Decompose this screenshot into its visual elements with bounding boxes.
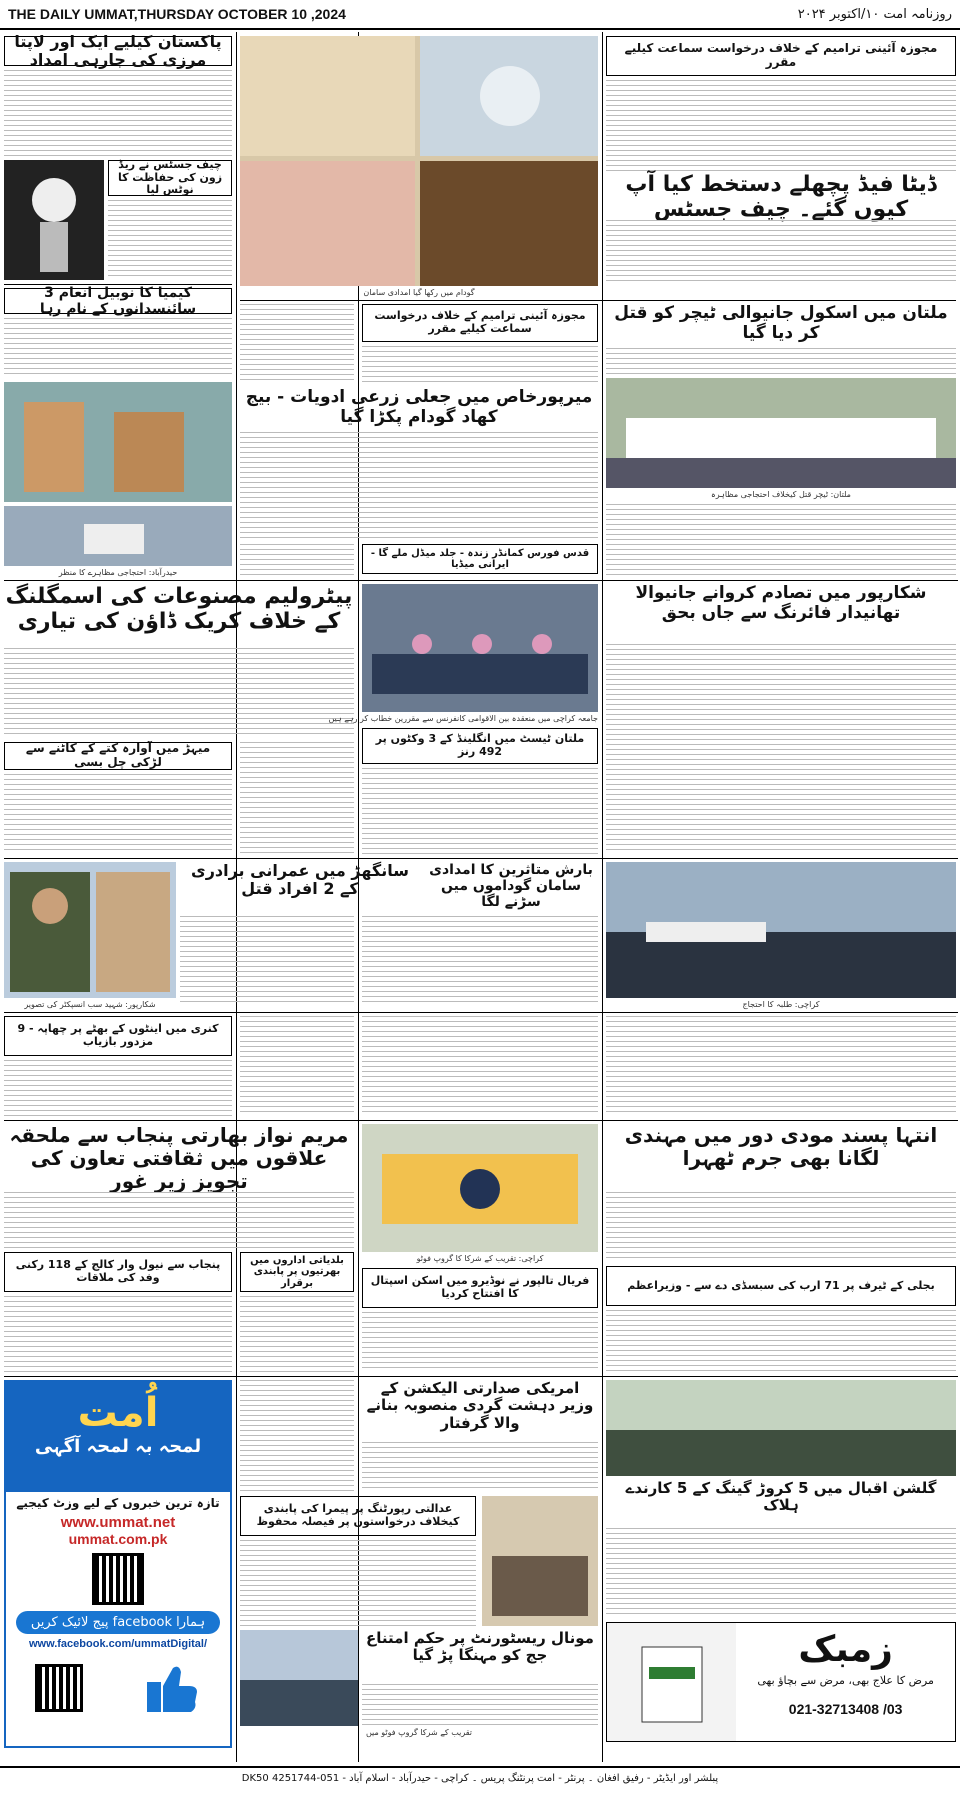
article-body: [4, 774, 232, 854]
article-body: [240, 544, 354, 578]
subhead-kunri: کنری میں اینٹوں کے بھٹے پر چھاپہ - 9 مزدور بازیاب: [4, 1016, 232, 1056]
article-body: [606, 1016, 956, 1116]
headline-text: مجوزہ آئینی ترامیم کے خلاف درخواست سماعت کیلیے مقرر: [624, 41, 938, 69]
subhead-hospital: فریال تالپور نے نوڈیرو میں اسکن اسپتال کا افتتاح کردیا: [362, 1268, 598, 1308]
headline-murree: مونال ریسٹورنٹ پر حکم امتناع جج کو مہنگا پڑ گیا: [366, 1629, 594, 1665]
divider: [4, 1120, 958, 1121]
subhead-quds: قدس فورس کمانڈر زندہ - جلد میڈل ملے گا - ایرانی میڈیا: [362, 544, 598, 574]
divider: [4, 858, 958, 859]
photo-students-group: [240, 1630, 358, 1726]
zambak-phone: 021-32713408 /03: [788, 1701, 903, 1717]
article-body: [362, 1684, 598, 1726]
article-body: [606, 220, 956, 284]
photo-caption: جامعہ کراچی میں منعقدہ بین الاقوامی کانفرنس سے مقررین خطاب کر رہے ہیں: [328, 714, 598, 723]
qr-code-icon: [92, 1553, 144, 1605]
article-body: [362, 916, 598, 1006]
headline-relief: بارش متاثرین کا امدادی سامان گوداموں میں سڑنے لگا: [429, 862, 593, 911]
subhead-amendment: مجوزہ آئینی ترامیم کے خلاف درخواست سماعت کیلیے مقرر: [362, 304, 598, 342]
night-photo: [4, 160, 104, 280]
article-body: [240, 1380, 354, 1492]
article-body: [362, 1442, 598, 1492]
article-body: [606, 1310, 956, 1372]
article-body: [4, 1192, 354, 1248]
photo-injured: [4, 382, 232, 502]
ad-brand: اُمت: [77, 1390, 159, 1436]
article-body: [240, 742, 354, 854]
article-body: [4, 318, 232, 378]
zambak-brand: زمبک: [798, 1629, 893, 1670]
urdu-date: روزنامہ امت ۱۰/اکتوبر ۲۰۲۴: [797, 6, 952, 22]
headline-left-top: پاکستان کیلیے ایک اور لاپتا مرزی کی جارہی امداد: [4, 36, 232, 66]
headline-sanghar: سانگھڑ میں عمرانی برادری کے 2 افراد قتل: [191, 861, 409, 899]
imprint-footer: پبلشر اور ایڈیٹر - رفیق افغان ۔ پرنٹر - امت پرنٹنگ پریس ۔ کراچی - حیدرآباد - اسلام آباد - 051-4251744 DK50: [0, 1766, 960, 1790]
photo-officer: [4, 862, 176, 998]
ad-fb-label[interactable]: ہمارا facebook پیج لائیک کریں: [16, 1611, 220, 1634]
article-body: [606, 80, 956, 172]
ad-header: [6, 1382, 230, 1492]
headline-top-right: [606, 36, 956, 76]
ad-web2[interactable]: ummat.com.pk: [68, 1531, 168, 1547]
article-body: [240, 1540, 476, 1626]
qr-code-icon: [35, 1664, 83, 1712]
ad-tagline: لمحہ بہ لمحہ آگہی: [34, 1436, 202, 1457]
headline-mirpur: میرپورخاص میں جعلی زرعی ادویات - بیج کھاد گودام پکڑا گیا: [245, 387, 593, 427]
subhead-mall: بجلی کے ٹیرف پر 71 ارب کی سبسڈی دے سے - وزیراعظم: [606, 1266, 956, 1306]
photo-caption: کراچی: تقریب کے شرکا کا گروپ فوٹو: [416, 1254, 544, 1263]
divider: [240, 300, 956, 301]
headline-gulshan: گلشن اقبال میں 5 کروڑ گینگ کے 5 کارندے ہلاک: [625, 1479, 937, 1515]
subhead-court-block: عدالتی رپورٹنگ پر پیمرا کی پابندی کیخلاف درخواستوں پر فیصلہ محفوظ: [240, 1496, 476, 1536]
subhead-melbourne: ملتان ٹیسٹ میں انگلینڈ کے 3 وکٹوں پر 492 رنز: [362, 728, 598, 764]
photo-bottom-right: [606, 1380, 956, 1476]
article-body: [606, 644, 956, 740]
zambak-tag: مرض کا علاج بھی، مرض سے بچاؤ بھی: [757, 1674, 934, 1687]
ad-web1[interactable]: www.ummat.net: [60, 1514, 176, 1531]
headline-petroleum: پیٹرولیم مصنوعات کی اسمگلنگ کے خلاف کریک ڈاؤن کی تیاری: [5, 584, 353, 635]
subhead-mehar: میہڑ میں آوارہ کتے کے کاٹنے سے لڑکی چل بسی: [4, 742, 232, 770]
photo-caption: ملتان: ٹیچر قتل کیخلاف احتجاجی مظاہرہ: [711, 490, 851, 499]
photo-group: [482, 1496, 598, 1626]
headline-shikarpur: شکارپور میں تصادم کروانے جانیوالا تھانیدار فائرنگ سے جاں بحق: [635, 583, 927, 623]
article-body: [240, 1016, 354, 1116]
subhead-burns: بلدیاتی اداروں میں بھرتیوں پر پابندی برقرار: [240, 1252, 354, 1292]
article-body: [240, 1296, 354, 1372]
article-body: [4, 1296, 232, 1372]
photo-caption: شکارپور: شہید سب انسپکٹر کی تصویر: [24, 1000, 156, 1009]
article-body: [180, 916, 354, 1006]
divider: [4, 580, 958, 581]
headline-multan: ملتان میں اسکول جانیوالی ٹیچر کو قتل کر دیا گیا: [614, 303, 948, 343]
photo-conference: [362, 584, 598, 712]
photo-relief-goods: [240, 36, 598, 286]
photo-caption: حیدرآباد: احتجاجی مظاہرے کا منظر: [58, 568, 178, 577]
article-body: [606, 1528, 956, 1618]
headline-fabric: ڈیٹا فیڈ پچھلے دستخط کیا آپ کیوں گئے۔ چیف جسٹس: [625, 172, 937, 223]
thumbs-up-icon: [141, 1658, 201, 1718]
article-body: [606, 504, 956, 576]
divider: [4, 1376, 958, 1377]
article-body: [240, 304, 354, 384]
photo-caption: کراچی: طلبہ کا احتجاج: [742, 1000, 820, 1009]
article-body: [606, 348, 956, 374]
photo-banner: [362, 1124, 598, 1252]
column-divider: [602, 32, 603, 1762]
article-body: [108, 200, 232, 280]
article-body: [606, 1192, 956, 1262]
headline-kimia: کیمیا کا نوبیل انعام 3 سائنسدانوں کے نام رہا: [4, 288, 232, 314]
article-body: [362, 1016, 598, 1116]
subhead-students: پنجاب سے نیول وار کالج کے 118 رکنی وفد کی ملاقات: [4, 1252, 232, 1292]
divider: [4, 1012, 958, 1013]
ad-fb-url[interactable]: www.facebook.com/ummatDigital/: [28, 1638, 208, 1650]
article-body: [362, 346, 598, 384]
article-body: [4, 648, 354, 738]
article-body: [362, 768, 598, 854]
headline-mehndi: انتہا پسند مودی دور میں مہندی لگانا بھی جرم ٹھہرا: [624, 1123, 938, 1170]
subhead-police: چیف جسٹس نے ریڈ زون کی حفاظت کا نوٹس لیا: [108, 160, 232, 196]
zambak-ad[interactable]: [606, 1622, 956, 1742]
photo-protest: [606, 378, 956, 488]
ad-visit: تازہ ترین خبروں کے لیے وزٹ کیجیے: [16, 1496, 220, 1510]
article-body: [240, 432, 598, 540]
article-body: [606, 744, 956, 854]
photo-ambulance: [4, 506, 232, 566]
newspaper-name-date: THE DAILY UMMAT,THURSDAY OCTOBER 10 ,2024: [8, 6, 346, 22]
photo-students: [606, 862, 956, 998]
masthead: [0, 0, 960, 30]
article-body: [4, 1060, 232, 1116]
photo-caption: تقریب کے شرکا گروپ فوٹو میں: [365, 1728, 473, 1737]
ummat-ad[interactable]: [4, 1380, 232, 1748]
headline-maryam: مریم نواز بھارتی پنجاب سے ملحقہ علاقوں میں ثقافتی تعاون کی تجویز زیر غور: [9, 1123, 349, 1193]
photo-caption: گودام میں رکھا گیا امدادی سامان: [363, 288, 475, 297]
article-body: [362, 1312, 598, 1372]
product-box: [607, 1623, 736, 1741]
article-body: [4, 70, 232, 160]
headline-us-arrest: امریکی صدارتی الیکشن کے وزیر دہشت گردی منصوبہ بنانے والا گرفتار: [366, 1379, 594, 1432]
